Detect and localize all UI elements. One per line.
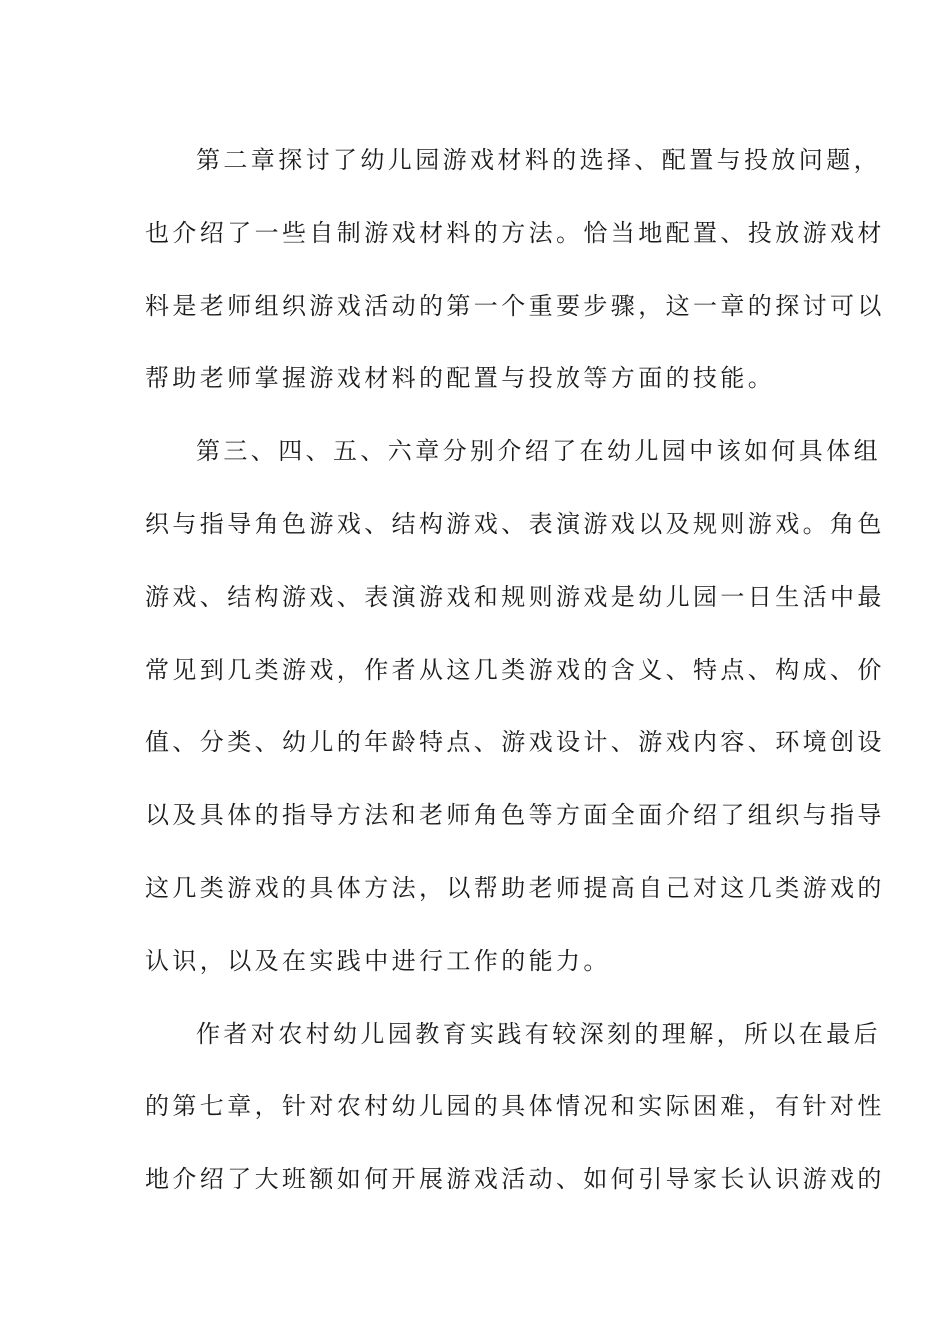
paragraph-2-line-1: 第三、四、五、六章分别介绍了在幼儿园中该如何具体组 bbox=[196, 437, 881, 466]
paragraph-2-line-5: 值、分类、幼儿的年龄特点、游戏设计、游戏内容、环境创设 bbox=[145, 728, 885, 757]
paragraph-2-line-7: 这几类游戏的具体方法，以帮助老师提高自己对这几类游戏的 bbox=[145, 873, 885, 902]
document-body bbox=[145, 124, 885, 1216]
paragraph-2-line-6: 以及具体的指导方法和老师角色等方面全面介绍了组织与指导 bbox=[145, 801, 885, 830]
paragraph-2-line-2: 织与指导角色游戏、结构游戏、表演游戏以及规则游戏。角色 bbox=[145, 509, 885, 538]
paragraph-1-line-3: 料是老师组织游戏活动的第一个重要步骤，这一章的探讨可以 bbox=[145, 291, 885, 320]
paragraph-2-line-8: 认识，以及在实践中进行工作的能力。 bbox=[145, 946, 611, 975]
paragraph-1-line-1: 第二章探讨了幼儿园游戏材料的选择、配置与投放问题， bbox=[196, 146, 881, 174]
paragraph-1-line-4: 帮助老师掌握游戏材料的配置与投放等方面的技能。 bbox=[145, 364, 776, 393]
paragraph-2-line-3: 游戏、结构游戏、表演游戏和规则游戏是幼儿园一日生活中最 bbox=[145, 582, 885, 611]
paragraph-2-line-4: 常见到几类游戏，作者从这几类游戏的含义、特点、构成、价 bbox=[145, 655, 885, 684]
paragraph-3-line-2: 的第七章，针对农村幼儿园的具体情况和实际困难，有针对性 bbox=[145, 1092, 885, 1121]
paragraph-3-line-3: 地介绍了大班额如何开展游戏活动、如何引导家长认识游戏的 bbox=[145, 1165, 885, 1194]
paragraph-1-line-2: 也介绍了一些自制游戏材料的方法。恰当地配置、投放游戏材 bbox=[145, 218, 885, 247]
paragraph-3-line-1: 作者对农村幼儿园教育实践有较深刻的理解，所以在最后 bbox=[196, 1019, 881, 1048]
